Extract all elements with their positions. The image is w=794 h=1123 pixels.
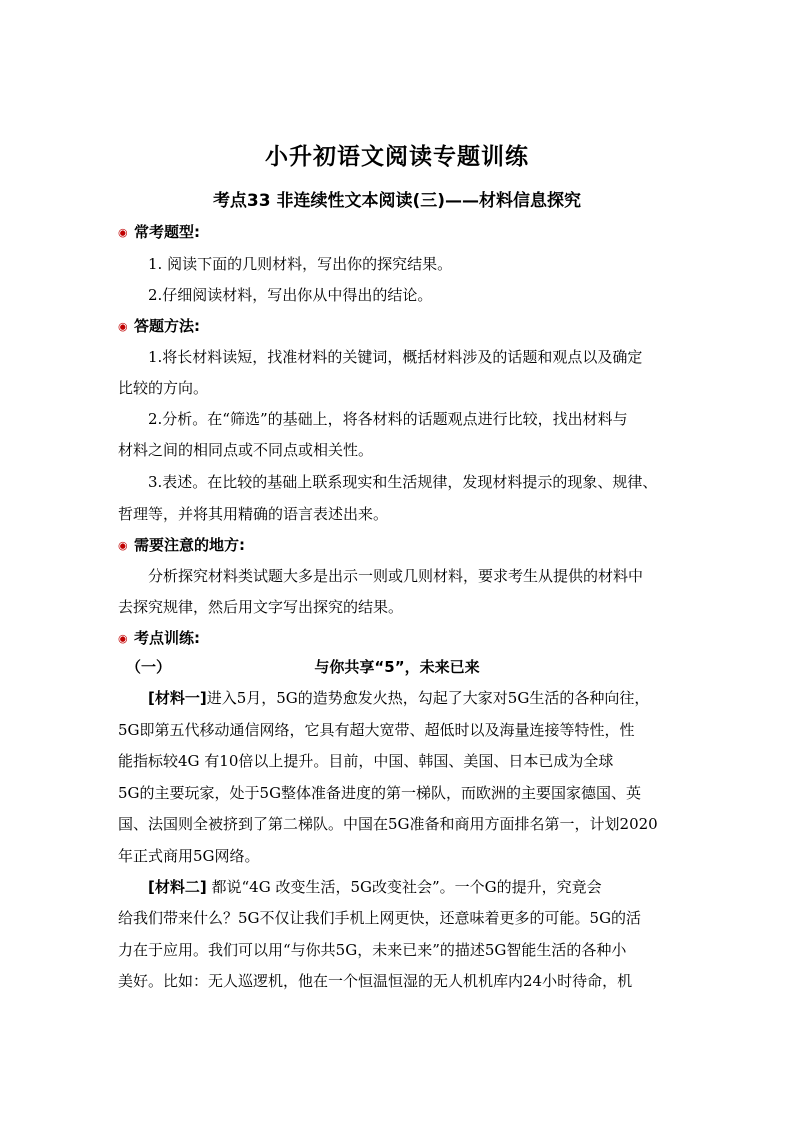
- section-heading-notes: ◉ 需要注意的地方:: [118, 536, 245, 554]
- bullet-icon: ◉: [118, 226, 128, 239]
- question-type-item: 2.仔细阅读材料，写出你从中得出的结论。: [148, 286, 433, 304]
- material-one-line: [材料一]进入5月，5G的造势愈发火热，勾起了大家对5G生活的各种向往，: [148, 689, 650, 707]
- material-one-line: 国、法国则全被挤到了第二梯队。中国在5G准备和商用方面排名第一，计划2020: [118, 815, 658, 833]
- question-type-item: 1. 阅读下面的几则材料，写出你的探究结果。: [148, 255, 453, 273]
- section-heading-question-types: ◉ 常考题型:: [118, 223, 200, 241]
- material-two-line: 力在于应用。我们可以用“与你共5G，未来已来”的描述5G智能生活的各种小: [118, 941, 627, 959]
- material-two-line: 美好。比如：无人巡逻机，他在一个恒温恒湿的无人机机库内24小时待命，机: [118, 972, 633, 990]
- bullet-icon: ◉: [118, 320, 128, 333]
- method-line: 3.表述。在比较的基础上联系现实和生活规律，发现材料提示的现象、规律、: [148, 473, 658, 491]
- material-one-line: 年正式商用5G网络。: [118, 847, 260, 865]
- part-title: 与你共享“5”，未来已来: [314, 658, 480, 676]
- method-line: 2.分析。在“筛选”的基础上，将各材料的话题观点进行比较，找出材料与: [148, 410, 628, 428]
- material-one-line: 5G的主要玩家，处于5G整体准备进度的第一梯队，而欧洲的主要国家德国、英: [118, 784, 642, 802]
- method-line: 1.将长材料读短，找准材料的关键词，概括材料涉及的话题和观点以及确定: [148, 348, 643, 366]
- part-number: （一）: [126, 658, 172, 676]
- section-heading-methods: ◉ 答题方法:: [118, 317, 200, 335]
- material-one-line: 5G即第五代移动通信网络，它具有超大宽带、超低时以及海量连接等特性，性: [118, 721, 635, 739]
- document-title: 小升初语文阅读专题训练: [265, 144, 529, 170]
- material-two-line: [材料二] 都说“4G 改变生活，5G改变社会”。一个G的提升，究竟会: [148, 878, 602, 896]
- notes-line: 去探究规律，然后用文字写出探究的结果。: [118, 598, 404, 616]
- method-line: 材料之间的相同点或不同点或相关性。: [118, 441, 374, 459]
- bullet-icon: ◉: [118, 632, 128, 645]
- material-two-label: [材料二]: [148, 878, 207, 896]
- bullet-icon: ◉: [118, 539, 128, 552]
- method-line: 比较的方向。: [118, 379, 209, 397]
- section-heading-training: ◉ 考点训练:: [118, 629, 200, 647]
- material-two-line: 给我们带来什么？5G不仅让我们手机上网更快，还意味着更多的可能。5G的活: [118, 909, 642, 927]
- material-one-line: 能指标较4G 有10倍以上提升。目前，中国、韩国、美国、日本已成为全球: [118, 752, 614, 770]
- method-line: 哲理等，并将其用精确的语言表述出来。: [118, 505, 389, 523]
- notes-line: 分析探究材料类试题大多是出示一则或几则材料，要求考生从提供的材料中: [148, 567, 644, 585]
- material-one-label: [材料一]: [148, 689, 207, 707]
- document-subtitle: 考点33 非连续性文本阅读(三)——材料信息探究: [212, 191, 582, 211]
